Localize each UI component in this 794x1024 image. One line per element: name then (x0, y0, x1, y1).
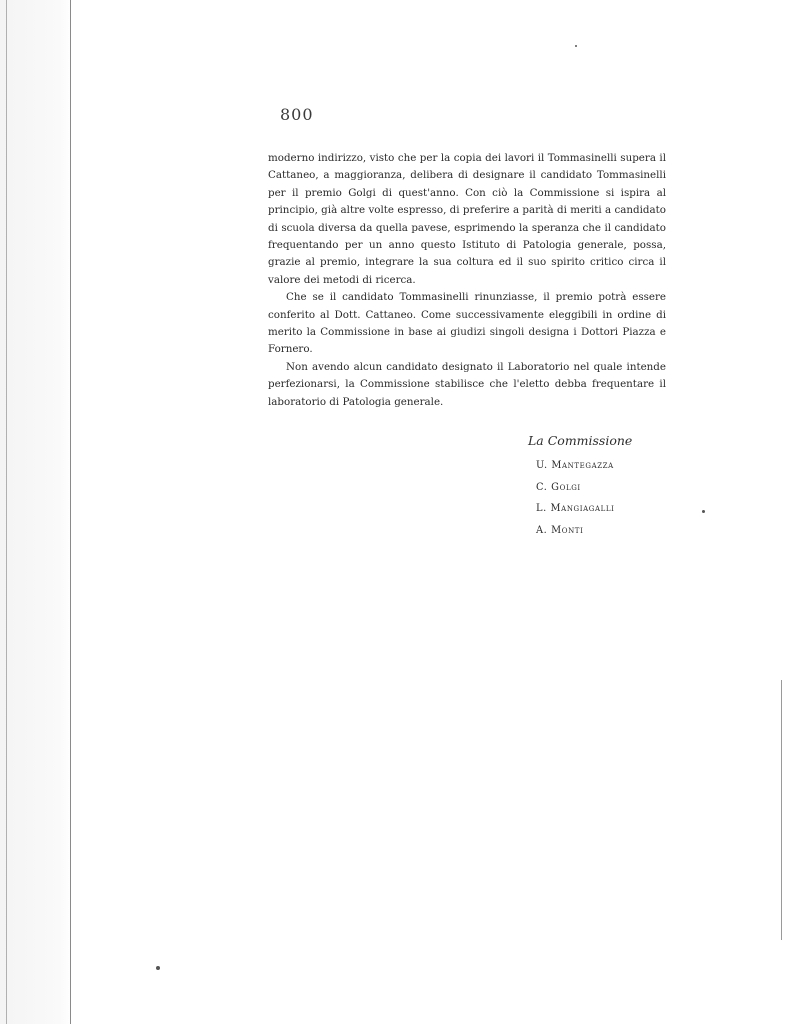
signature-member: L. Mangiagalli (536, 503, 615, 514)
signature-member: C. Golgi (536, 481, 581, 493)
body-text (268, 150, 666, 411)
scan-speck (575, 45, 577, 47)
paragraph-2: Che se il candidato Tommasinelli rinunziasse, il premio potrà essere conferito al Dott. Cattaneo. Come successivamente eleggibili in ordine di merito la Commissione in base ai giudizi singoli designa i Dottori Piazza e Fornero. (268, 291, 666, 356)
scan-edge-right (781, 680, 794, 940)
scan-edge-left (0, 0, 72, 1024)
signature-list (536, 460, 614, 546)
scan-binding-line (70, 0, 71, 1024)
signature-member: U. Mantegazza (536, 460, 614, 471)
paragraph-1: moderno indirizzo, visto che per la copia dei lavori il Tommasinelli supera il Cattaneo, a maggioranza, delibera di designare il candidato Tommasinelli per il premio Golgi di quest'anno. Con ciò la Commissione si ispira al principio, già altre volte espresso, di preferire a parità di meriti a candidato di scuola diversa da quella pavese, esprimendo la speranza che il candidato frequentando per un anno questo Istituto di Patologia generale, possa, grazie al premio, integrare la sua coltura ed il suo spirito critico circa il valore dei metodi di ricerca. (268, 152, 666, 286)
signature-member: A. Monti (536, 524, 584, 536)
signature-heading: La Commissione (528, 433, 633, 448)
paragraph-3: Non avendo alcun candidato designato il Laboratorio nel quale intende perfezionarsi, la Commissione stabilisce che l'eletto debba frequentare il laboratorio di Patologia generale. (268, 360, 666, 408)
scan-edge-line-outer (6, 0, 7, 1024)
scan-speck (156, 966, 160, 970)
scan-speck (702, 510, 705, 513)
page-number: 800 (280, 105, 314, 124)
